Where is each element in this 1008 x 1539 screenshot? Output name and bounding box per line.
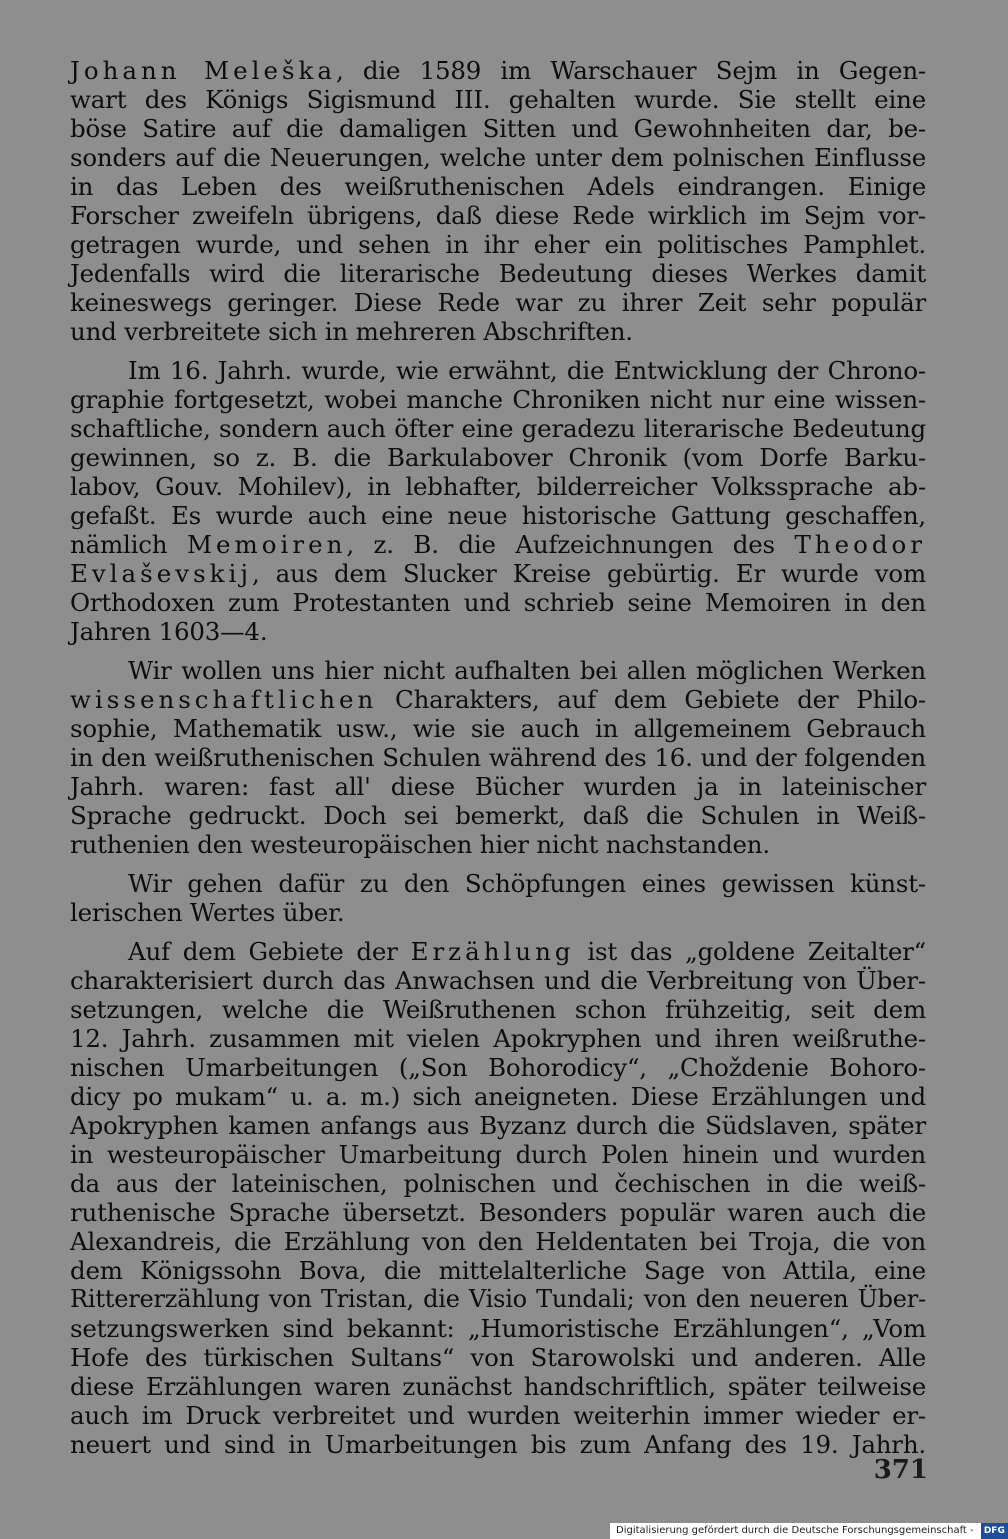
text-line: böse Satire auf die damaligen Sitten und Gewohnheiten dar, be- bbox=[70, 114, 926, 143]
text-fragment: ist das „goldene Zeitalter“ bbox=[574, 937, 926, 966]
text-line: Alexandreis, die Erzählung von den Heldentaten bei Troja, die von bbox=[70, 1227, 926, 1256]
text-line: ruthenische Sprache übersetzt. Besonders populär waren auch die bbox=[70, 1198, 926, 1227]
paragraph-5 bbox=[70, 937, 926, 1459]
page-number: 371 bbox=[873, 1455, 928, 1485]
text-line: 12. Jahrh. zusammen mit vielen Apokryphen und ihren weißruthe- bbox=[70, 1024, 926, 1053]
text-line: Wir gehen dafür zu den Schöpfungen eines gewissen künst- bbox=[128, 869, 926, 898]
text-line: Jahrh. waren: fast all' diese Bücher wurden ja in lateinischer bbox=[70, 772, 926, 801]
text-line: Apokryphen kamen anfangs aus Byzanz durch die Südslaven, später bbox=[70, 1111, 926, 1140]
digitization-footer bbox=[610, 1523, 1005, 1539]
paragraph-2 bbox=[70, 356, 926, 646]
text-line: in das Leben des weißruthenischen Adels eindrangen. Einige bbox=[70, 172, 926, 201]
text-line: Jedenfalls wird die literarische Bedeutung dieses Werkes damit bbox=[70, 259, 926, 288]
text-line: Hofe des türkischen Sultans“ von Starowolski und anderen. Alle bbox=[70, 1343, 926, 1372]
text-line: wart des Königs Sigismund III. gehalten wurde. Sie stellt eine bbox=[70, 85, 926, 114]
text-line bbox=[70, 530, 926, 559]
text-line: lerischen Wertes über. bbox=[70, 898, 345, 927]
text-fragment: , die 1589 im Warschauer Sejm in Gegen- bbox=[335, 56, 926, 85]
paragraph-4 bbox=[70, 869, 926, 927]
text-line: getragen wurde, und sehen in ihr eher ein politisches Pamphlet. bbox=[70, 230, 926, 259]
text-line: Wir wollen uns hier nicht aufhalten bei allen möglichen Werken bbox=[128, 656, 926, 685]
text-fragment: Auf dem Gebiete der bbox=[128, 937, 411, 966]
text-line: neuert und sind in Umarbeitungen bis zum Anfang des 19. Jahrh. bbox=[70, 1430, 926, 1459]
text-line: dicy po mukam“ u. a. m.) sich aneigneten. Diese Erzählungen und bbox=[70, 1082, 926, 1111]
page-body bbox=[70, 56, 926, 1459]
text-line: Rittererzählung von Tristan, die Visio Tundali; von den neueren Über- bbox=[70, 1285, 926, 1313]
text-line: Sprache gedruckt. Doch sei bemerkt, daß die Schulen in Weiß- bbox=[70, 801, 926, 830]
text-line: in westeuropäischer Umarbeitung durch Polen hinein und wurden bbox=[70, 1140, 926, 1169]
name-evlasevskij: Evlaševskij bbox=[70, 559, 252, 588]
text-line: nischen Umarbeitungen („Son Bohorodicy“, „Choždenie Bohoro- bbox=[70, 1053, 926, 1082]
text-line: sophie, Mathematik usw., wie sie auch in allgemeinem Gebrauch bbox=[70, 714, 926, 743]
footer-text: Digitalisierung gefördert durch die Deutsche Forschungsgemeinschaft - bbox=[616, 1525, 974, 1536]
text-line: da aus der lateinischen, polnischen und čechischen in die weiß- bbox=[70, 1169, 926, 1198]
name-johann-meleska: Johann Meleška bbox=[70, 56, 336, 85]
text-line: Orthodoxen zum Protestanten und schrieb seine Memoiren in den bbox=[70, 588, 926, 617]
paragraph-3 bbox=[70, 656, 926, 859]
term-erzaehlung: Erzählung bbox=[410, 937, 575, 966]
text-line: sonders auf die Neuerungen, welche unter dem polnischen Einflusse bbox=[70, 143, 926, 172]
text-line: gewinnen, so z. B. die Barkulabover Chronik (vom Dorfe Barku- bbox=[70, 443, 926, 472]
name-theodor: Theodor bbox=[794, 530, 926, 559]
text-fragment: , z. B. die Aufzeichnungen des bbox=[346, 530, 795, 559]
text-line bbox=[70, 559, 926, 588]
text-line: schaftliche, sondern auch öfter eine geradezu literarische Bedeutung bbox=[70, 414, 926, 443]
term-memoiren: Memoiren bbox=[186, 530, 347, 559]
text-line: dem Königssohn Bova, die mittelalterliche Sage von Attila, eine bbox=[70, 1256, 926, 1285]
text-fragment: nämlich bbox=[70, 530, 187, 559]
text-line: und verbreitete sich in mehreren Abschriften. bbox=[70, 317, 633, 346]
text-line: diese Erzählungen waren zunächst handschriftlich, später teilweise bbox=[70, 1372, 926, 1401]
text-line: Jahren 1603—4. bbox=[70, 617, 268, 646]
text-fragment: , aus dem Slucker Kreise gebürtig. Er wurde vom bbox=[251, 559, 926, 588]
dfg-logo-icon: DFG bbox=[981, 1523, 1008, 1539]
text-line: setzungen, welche die Weißruthenen schon frühzeitig, seit dem bbox=[70, 995, 926, 1024]
text-line: auch im Druck verbreitet und wurden weiterhin immer wieder er- bbox=[70, 1401, 926, 1430]
text-line: in den weißruthenischen Schulen während des 16. und der folgenden bbox=[70, 743, 926, 772]
text-line: gefaßt. Es wurde auch eine neue historische Gattung geschaffen, bbox=[70, 501, 926, 530]
text-line: charakterisiert durch das Anwachsen und die Verbreitung von Über- bbox=[70, 966, 926, 995]
text-line: setzungswerken sind bekannt: „Humoristische Erzählungen“, „Vom bbox=[70, 1314, 926, 1343]
text-fragment: Charakters, auf dem Gebiete der Philo- bbox=[377, 685, 926, 714]
paragraph-1 bbox=[70, 56, 926, 346]
text-line bbox=[70, 685, 926, 714]
text-line: keineswegs geringer. Diese Rede war zu ihrer Zeit sehr populär bbox=[70, 288, 926, 317]
term-wissenschaftlichen: wissenschaftlichen bbox=[70, 685, 378, 714]
text-line: ruthenien den westeuropäischen hier nicht nachstanden. bbox=[70, 830, 770, 859]
text-line: labov, Gouv. Mohilev), in lebhafter, bilderreicher Volkssprache ab- bbox=[70, 472, 926, 501]
text-line bbox=[70, 56, 926, 85]
text-line: graphie fortgesetzt, wobei manche Chroniken nicht nur eine wissen- bbox=[70, 385, 926, 414]
text-line: Forscher zweifeln übrigens, daß diese Rede wirklich im Sejm vor- bbox=[70, 201, 926, 230]
text-line bbox=[70, 937, 926, 966]
text-line: Im 16. Jahrh. wurde, wie erwähnt, die Entwicklung der Chrono- bbox=[128, 356, 926, 385]
